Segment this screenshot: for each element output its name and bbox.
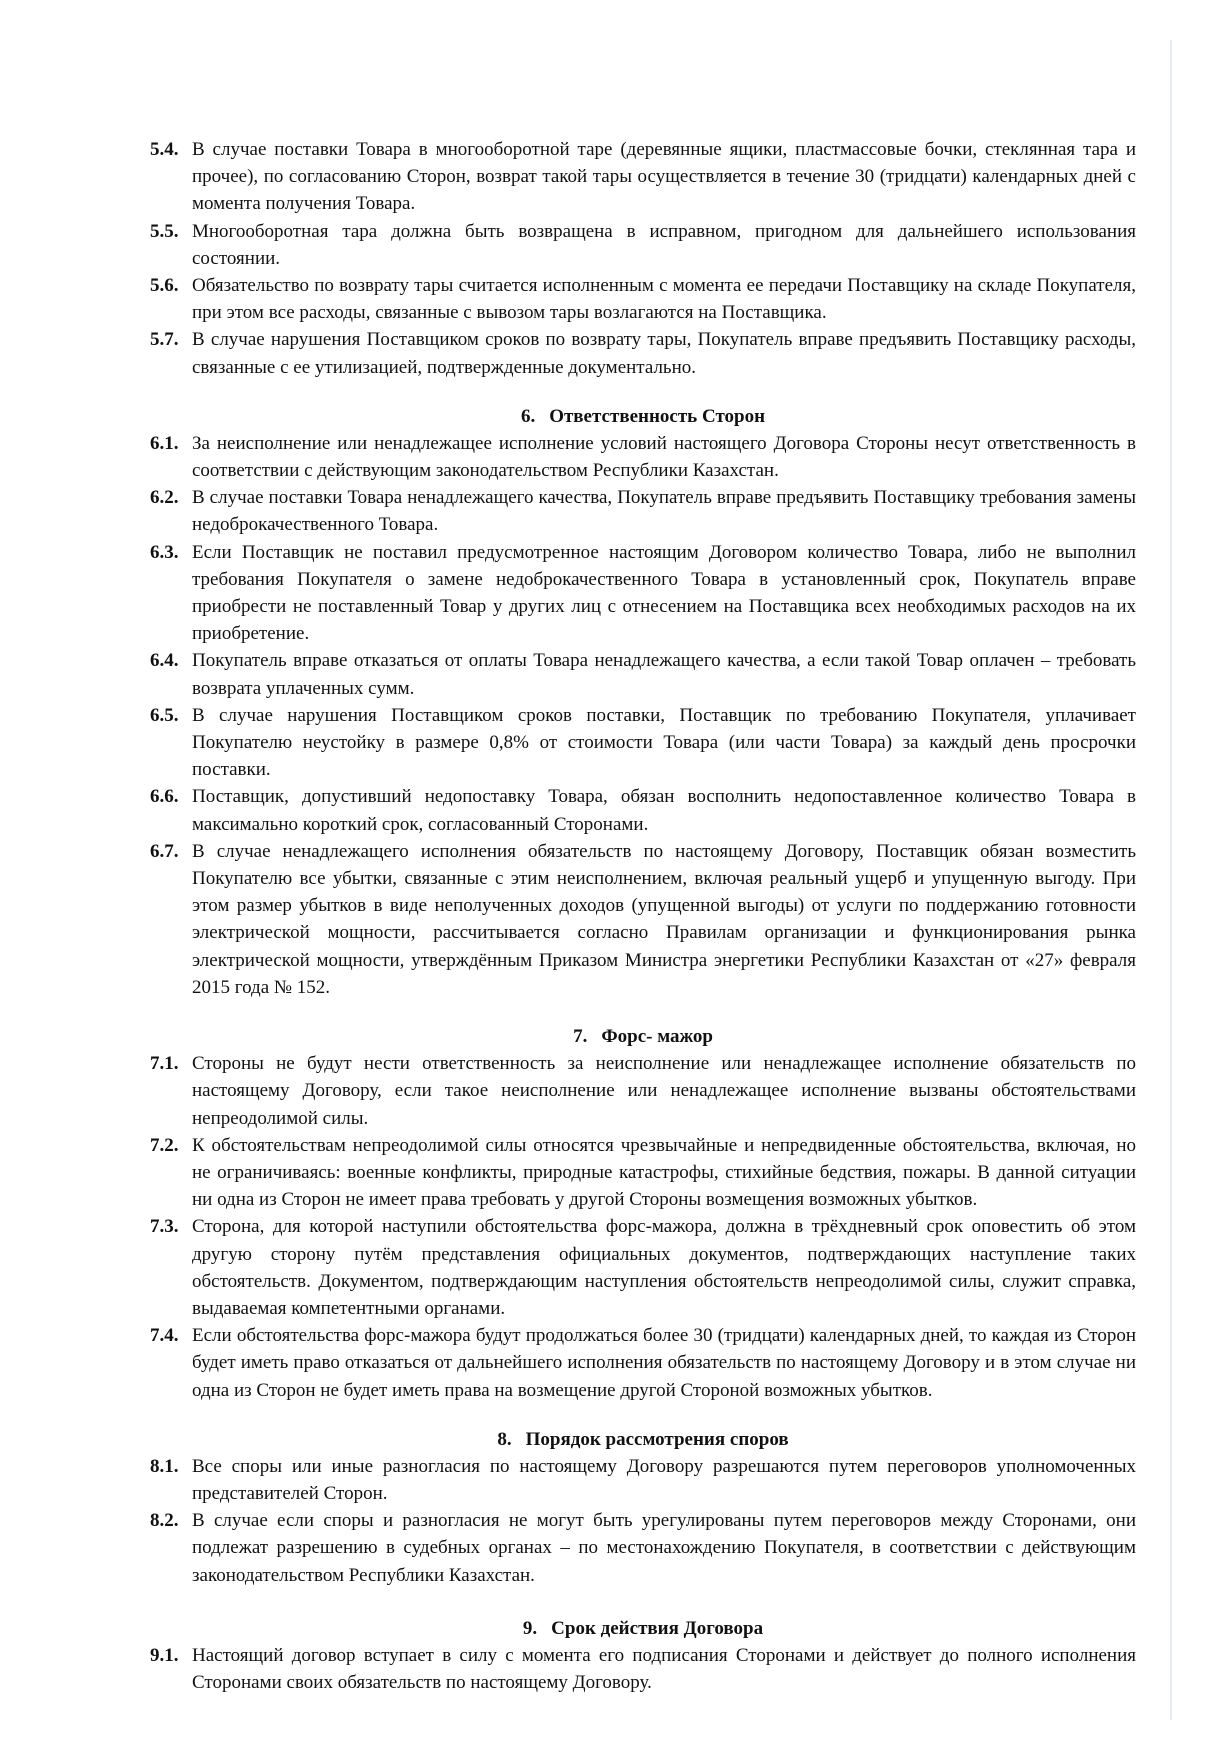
clause	[150, 539, 1136, 648]
section-title: Порядок рассмотрения споров	[525, 1428, 789, 1450]
clause-number: 8.1.	[150, 1455, 179, 1477]
section-heading	[150, 1615, 1136, 1642]
clause-number: 5.7.	[150, 329, 179, 351]
clause	[150, 1050, 1136, 1132]
clause-text: Обязательство по возврату тары считается исполненным с момента ее передачи Поставщику на складе Покупателя, при этом все расходы, связанные с вывозом тары возлагаются на Поставщика.	[192, 275, 1136, 324]
clause-number: 5.6.	[150, 275, 179, 297]
clause	[150, 702, 1136, 784]
section-number: 6.	[520, 405, 536, 427]
clause-number: 7.2.	[150, 1134, 179, 1156]
clause-number: 6.1.	[150, 432, 179, 454]
clause	[150, 326, 1136, 380]
section-heading	[150, 403, 1136, 430]
section-title: Ответственность Сторон	[549, 405, 766, 427]
clause-number: 9.1.	[150, 1644, 179, 1666]
clause-text: Сторона, для которой наступили обстоятельства форс-мажора, должна в трёхдневный срок оповестить об этом другую сторону путём представления официальных документов, подтверждающих наступление таких обстоятельств. Документом, подтверждающим наступления обстоятельств непреодолимой силы, служит справка, выдаваемая компетентными органами.	[192, 1216, 1136, 1319]
clause-text: В случае нарушения Поставщиком сроков поставки, Поставщик по требованию Покупателя, уплачивает Покупателю неустойку в размере 0,8% от стоимости Товара (или части Товара) за каждый день просрочки поставки.	[192, 704, 1136, 781]
clause	[150, 1453, 1136, 1507]
clause	[150, 783, 1136, 837]
section-number: 8.	[497, 1428, 512, 1450]
clause	[150, 484, 1136, 538]
clause	[150, 1507, 1136, 1589]
contract-page	[150, 136, 1136, 1696]
clause-text: Стороны не будут нести ответственность за неисполнение или ненадлежащее исполнение обязательств по настоящему Договору, если такое неисполнение или ненадлежащее исполнение вызваны обстоятельствами непреодолимой силы.	[192, 1053, 1136, 1129]
clause-text: Настоящий договор вступает в силу с момента его подписания Сторонами и действует до полного исполнения Сторонами своих обязательств по настоящему Договору.	[192, 1644, 1136, 1693]
clause-text: Если Поставщик не поставил предусмотренное настоящим Договором количество Товара, либо не выполнил требования Покупателя о замене недоброкачественного Товара в установленный срок, Покупатель вправе приобрести не поставленный Товар у других лиц с отнесением на Поставщика всех необходимых расходов на их приобретение.	[192, 541, 1136, 645]
clause-number: 5.4.	[150, 139, 179, 160]
clause	[150, 838, 1136, 1001]
clause-text: Многооборотная тара должна быть возвращена в исправном, пригодном для дальнейшего использования состоянии.	[192, 220, 1136, 269]
clause-number: 7.1.	[150, 1053, 179, 1075]
clause-number: 7.3.	[150, 1216, 179, 1238]
clause	[150, 1132, 1136, 1214]
scan-edge-line	[1170, 40, 1172, 1720]
clause-number: 5.5.	[150, 220, 179, 242]
clause	[150, 136, 1136, 218]
clause	[150, 1322, 1136, 1404]
clause	[150, 1642, 1136, 1696]
clause-text: Все споры или иные разногласия по настоящему Договору разрешаются путем переговоров уполномоченных представителей Сторон.	[192, 1455, 1136, 1504]
clause-text: В случае нарушения Поставщиком сроков по возврату тары, Покупатель вправе предъявить Поставщику расходы, связанные с ее утилизацией, подтвержденные документально.	[192, 329, 1136, 378]
clause-number: 6.5.	[150, 704, 179, 726]
clause-number: 6.7.	[150, 840, 179, 862]
clause-text: К обстоятельствам непреодолимой силы относятся чрезвычайные и непредвиденные обстоятельства, включая, но не ограничиваясь: военные конфликты, природные катастрофы, стихийные бедствия, пожары. В данной ситуации ни одна из Сторон не имеет права требовать у другой Стороны возмещения возможных убытков.	[192, 1134, 1136, 1211]
clause	[150, 647, 1136, 701]
clause-number: 8.2.	[150, 1510, 179, 1532]
clause-text: В случае ненадлежащего исполнения обязательств по настоящему Договору, Поставщик обязан возместить Покупателю все убытки, связанные с этим неисполнением, включая реальный ущерб и упущенную выгоду. При этом размер убытков в виде неполученных доходов (упущенной выгоды) от услуги по поддержанию готовности электрической мощности, рассчитывается согласно Правилам организации и функционирования рынка электрической мощности, утверждённым Приказом Министра энергетики Республики Казахстан от «27» февраля 2015 года № 152.	[192, 840, 1136, 998]
clause-text: За неисполнение или ненадлежащее исполнение условий настоящего Договора Стороны несут ответственность в соответствии с действующим законодательством Республики Казахстан.	[192, 432, 1136, 482]
clause-text: В случае если споры и разногласия не могут быть урегулированы путем переговоров между Сторонами, они подлежат разрешению в судебных органах – по местонахождению Покупателя, в соответствии с действующим законодательством Республики Казахстан.	[192, 1510, 1136, 1586]
clause	[150, 218, 1136, 272]
clause-text: В случае поставки Товара ненадлежащего качества, Покупатель вправе предъявить Поставщику требования замены недоброкачественного Товара.	[192, 487, 1136, 536]
clause	[150, 272, 1136, 326]
clause	[150, 430, 1136, 484]
clause-number: 6.2.	[150, 487, 179, 509]
section-title: Форс- мажор	[601, 1026, 713, 1048]
clause-text: Если обстоятельства форс-мажора будут продолжаться более 30 (тридцати) календарных дней, то каждая из Сторон будет иметь право отказаться от дальнейшего исполнения обязательств по настоящему Договору и в этом случае ни одна из Сторон не будет иметь права на возмещение другой Стороной возможных убытков.	[192, 1325, 1136, 1401]
clause-number: 6.4.	[150, 650, 179, 672]
section-number: 9.	[522, 1617, 538, 1639]
section-heading	[150, 1426, 1136, 1453]
clause-number: 6.6.	[150, 786, 179, 808]
clause-number: 7.4.	[150, 1325, 179, 1347]
section-heading	[150, 1023, 1136, 1050]
clause	[150, 1213, 1136, 1322]
section-title: Срок действия Договора	[551, 1617, 764, 1639]
clause-text: Поставщик, допустивший недопоставку Товара, обязан восполнить недопоставленное количество Товара в максимально короткий срок, согласованный Сторонами.	[192, 786, 1136, 835]
clause-text: В случае поставки Товара в многооборотной таре (деревянные ящики, пластмассовые бочки, стеклянная тара и прочее), по согласованию Сторон, возврат такой тары осуществляется в течение 30 (тридцати) календарных дней с момента получения Товара.	[192, 139, 1136, 215]
clause-text: Покупатель вправе отказаться от оплаты Товара ненадлежащего качества, а если такой Товар оплачен – требовать возврата уплаченных сумм.	[192, 650, 1136, 699]
section-number: 7.	[573, 1026, 588, 1048]
clause-number: 6.3.	[150, 541, 179, 563]
